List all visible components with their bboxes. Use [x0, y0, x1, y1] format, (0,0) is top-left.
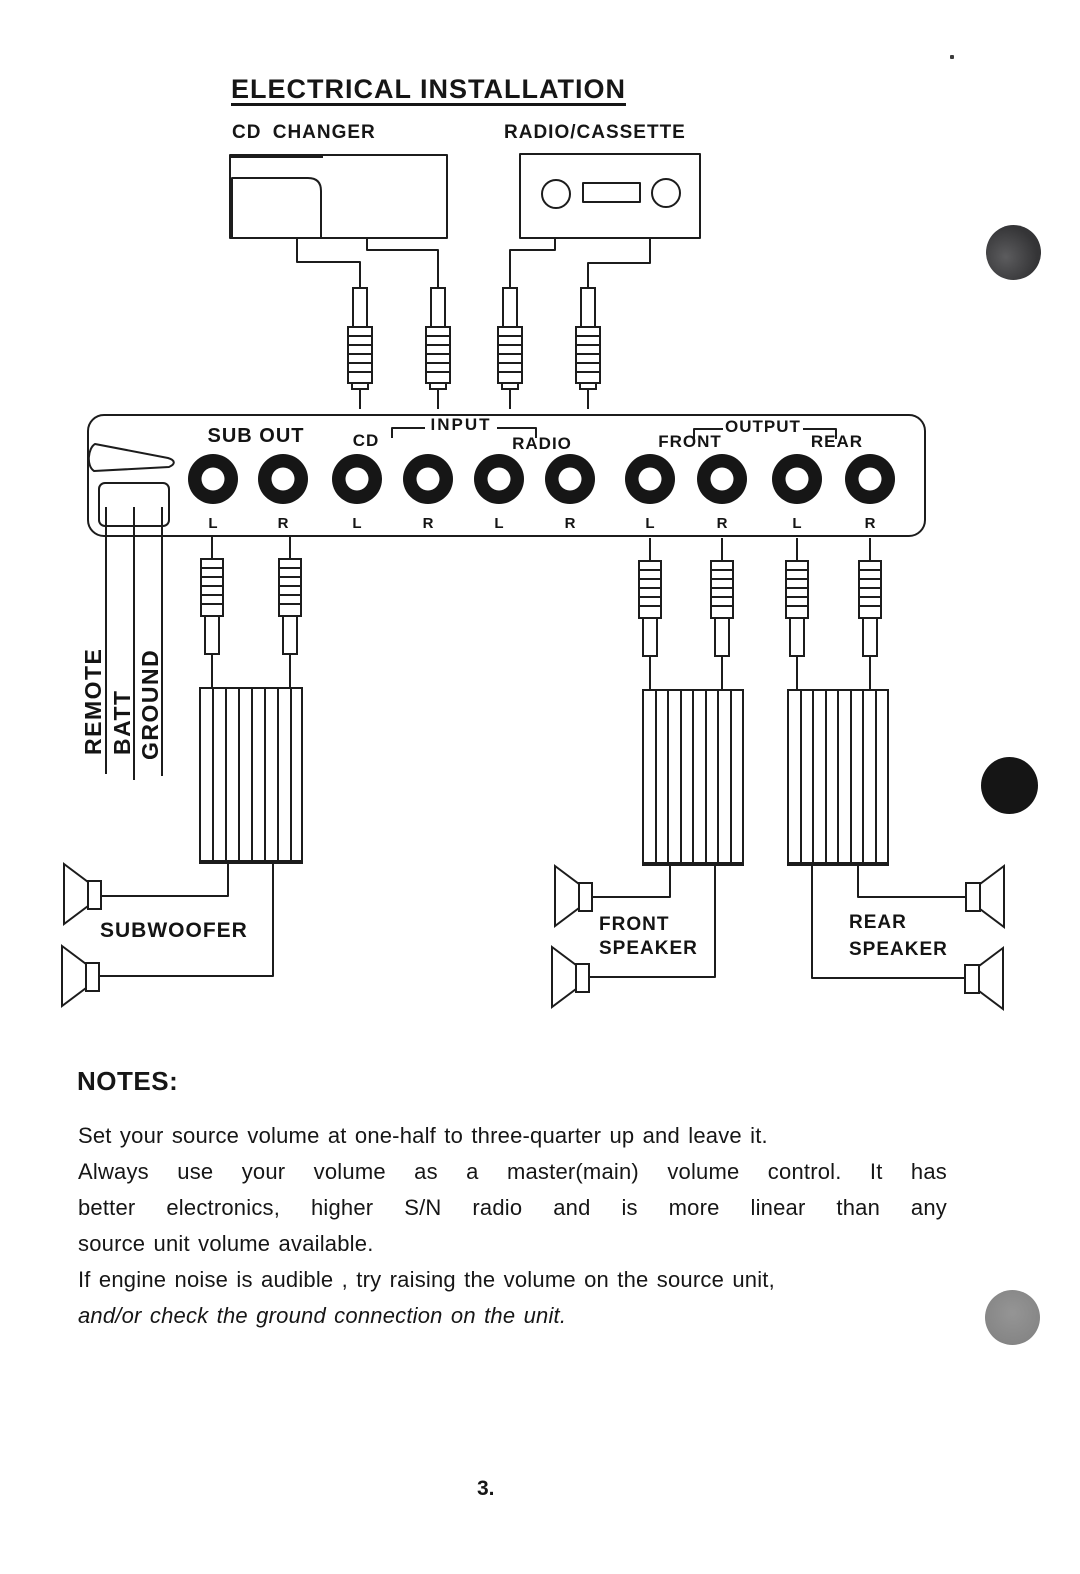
rear-speaker-1	[966, 866, 1004, 927]
jack-cd-r	[403, 454, 453, 504]
radio-cassette-label: RADIO/CASSETTE	[504, 122, 686, 143]
notes-line: source unit volume available.	[78, 1231, 374, 1256]
rear-speaker-label-line1: REAR	[849, 912, 907, 933]
scan-artifact-dot	[981, 757, 1038, 814]
scan-artifact-speck	[950, 55, 954, 59]
page-title: ELECTRICAL INSTALLATION	[231, 74, 626, 104]
sub-out-r-plug	[279, 537, 301, 689]
notes-heading: NOTES:	[77, 1066, 179, 1096]
cd-right-plug	[426, 288, 450, 408]
jack-front-r	[697, 454, 747, 504]
front-out-r-plug	[711, 539, 733, 691]
jack-letter: L	[645, 515, 655, 532]
rear-speaker-label-line2: SPEAKER	[849, 939, 948, 960]
notes-line: Always use your volume as a master(main) volume control. It has	[78, 1159, 947, 1184]
notes-line: If engine noise is audible , try raising the volume on the source unit,	[78, 1267, 775, 1292]
jack-letter: L	[494, 515, 504, 532]
rear-out-l-plug	[786, 539, 808, 691]
cd-input-label: CD	[352, 431, 380, 450]
ground-wire-label: GROUND	[137, 648, 163, 760]
notes-line: Set your source volume at one-half to three-quarter up and leave it.	[78, 1123, 768, 1148]
panel-logo-wedge	[89, 444, 174, 471]
notes-line: better electronics, higher S/N radio and is more linear than any	[78, 1195, 947, 1220]
front-out-l-plug	[639, 539, 661, 691]
front-output-label: FRONT	[658, 432, 722, 451]
front-speaker-label-line2: SPEAKER	[599, 938, 698, 959]
front-speaker-label-line1: FRONT	[599, 914, 670, 935]
jack-letter: R	[864, 515, 876, 532]
jack-letter: R	[277, 515, 289, 532]
output-label: OUTPUT	[725, 417, 801, 436]
input-bracket-left	[392, 428, 424, 437]
rear-speaker-2	[965, 948, 1003, 1009]
jack-sub-l	[188, 454, 238, 504]
jack-front-l	[625, 454, 675, 504]
front-speaker-2	[552, 947, 589, 1007]
batt-wire-label: BATT	[109, 689, 135, 755]
notes-line: and/or check the ground connection on the unit.	[78, 1303, 567, 1328]
jack-radio-r	[545, 454, 595, 504]
jack-letter: R	[564, 515, 576, 532]
jack-letter: L	[792, 515, 802, 532]
radio-right-plug	[576, 288, 600, 408]
notes-paragraph	[78, 1118, 947, 1334]
jack-rear-l	[772, 454, 822, 504]
subwoofer-label: SUBWOOFER	[100, 919, 248, 942]
remote-wire-label: REMOTE	[80, 647, 106, 755]
sub-amplifier-box	[200, 688, 302, 863]
source-wires	[297, 238, 650, 288]
page-number: 3.	[477, 1477, 495, 1500]
subwoofer-speaker-2	[62, 946, 99, 1006]
scan-artifact-dot	[985, 1290, 1040, 1345]
cd-changer-label: CD CHANGER	[232, 122, 376, 143]
jack-cd-l	[332, 454, 382, 504]
radio-input-label: RADIO	[512, 434, 572, 453]
sub-out-l-plug	[201, 537, 223, 689]
cd-changer-unit	[230, 155, 447, 238]
jack-letter: R	[422, 515, 434, 532]
jack-rear-r	[845, 454, 895, 504]
front-amplifier-box	[643, 690, 743, 865]
rear-output-label: REAR	[810, 432, 864, 451]
rear-amplifier-box	[788, 690, 888, 865]
subwoofer-speaker-1	[64, 864, 101, 924]
radio-left-plug	[498, 288, 522, 408]
jack-sub-r	[258, 454, 308, 504]
jack-letter: L	[208, 515, 218, 532]
jack-letter: R	[716, 515, 728, 532]
radio-cassette-unit	[520, 154, 700, 238]
front-speaker-1	[555, 866, 592, 926]
cd-left-plug	[348, 288, 372, 408]
jack-letter: L	[352, 515, 362, 532]
scan-artifact-dot	[986, 225, 1041, 280]
jack-radio-l	[474, 454, 524, 504]
input-label: INPUT	[430, 415, 492, 434]
rear-out-r-plug	[859, 539, 881, 691]
sub-out-label: SUB OUT	[207, 425, 305, 447]
